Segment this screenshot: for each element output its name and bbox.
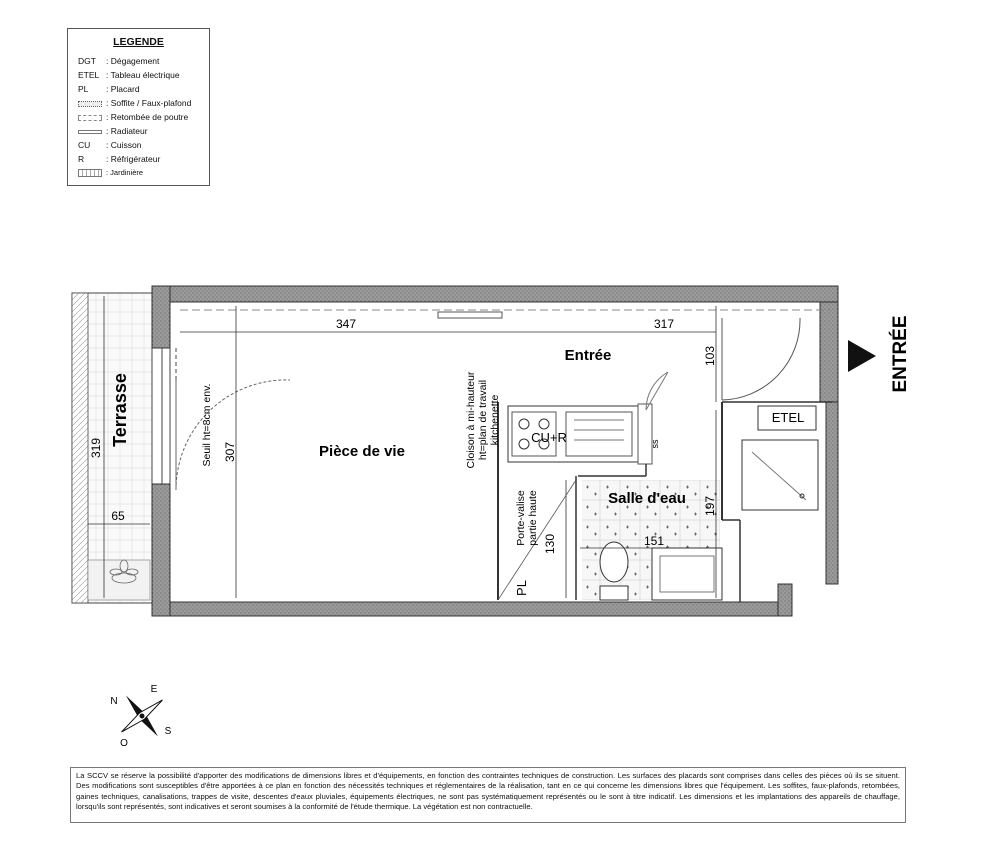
room-label-entry: Entrée xyxy=(564,347,612,364)
dim-cupboard-depth: 130 xyxy=(543,533,557,555)
disclaimer: La SCCV se réserve la possibilité d'apporter des modifications de dimensions libres et d'équipements, en fonction des contraintes techniques de construction. Les surfaces des placards sont comprises dans celles des pièces où ils se situent. Des modifications sont susceptibles d'être apportées à ce plan en fonction des nécessités techniques et réglementaires de la réalisation, tant en ce qui concerne les dimensions libres que l'équipement. Les soffites, faux-plafonds, retombées, gaines techniques, canalisations, trappes de visite, descentes d'eaux pluviales, équipements électriques, ne sont pas systématiquement représentés ou le sont à titre indicatif. Les dimensions et les implantations des appareils de chauffage, lorsqu'ils sont représentés, sont indicatives et seront soumises à la conformité de l'étude thermique. La végétation est non contractuelle. xyxy=(70,767,906,823)
svg-text:ht=plan de travail: ht=plan de travail xyxy=(477,379,489,461)
cupboard-label: PL xyxy=(514,580,529,596)
partition-note xyxy=(465,371,501,468)
legend-item: : Retombée de poutre xyxy=(78,112,188,122)
dim-bath-width: 151 xyxy=(643,534,665,548)
entrance-arrow-icon xyxy=(848,340,876,372)
room-label-living: Pièce de vie xyxy=(319,443,405,460)
entrance-label: ENTRÉE xyxy=(890,315,911,393)
sliding-door-note xyxy=(515,490,539,546)
walls xyxy=(152,286,838,616)
room-label-terrace: Terrasse xyxy=(110,373,130,447)
legend-item: R : Réfrigérateur xyxy=(78,154,161,164)
dim-terrace-width: 65 xyxy=(111,509,125,523)
svg-text:kitchenette: kitchenette xyxy=(489,394,501,446)
legend-item: ETEL : Tableau électrique xyxy=(78,70,180,80)
svg-text:Cloison à mi-hauteur: Cloison à mi-hauteur xyxy=(465,371,477,469)
kitchen-appliance-label: CU+R xyxy=(531,430,567,445)
terrace xyxy=(72,293,152,603)
compass-s: S xyxy=(164,726,172,737)
dim-bath-depth: 197 xyxy=(703,495,717,517)
legend-item: CU : Cuisson xyxy=(78,140,142,150)
interior xyxy=(176,310,832,602)
dim-terrace-depth: 319 xyxy=(89,437,103,459)
legend-item: : Radiateur xyxy=(78,126,148,136)
dim-living-width: 347 xyxy=(335,317,357,331)
legend-title: LEGENDE xyxy=(113,36,164,48)
window xyxy=(152,348,176,484)
dim-entry-depth: 103 xyxy=(703,345,717,367)
svg-text:partie haute: partie haute xyxy=(527,490,539,546)
ss-label: ss xyxy=(650,439,660,449)
legend-item: DGT : Dégagement xyxy=(78,56,160,66)
compass-e: E xyxy=(150,684,158,695)
sill-note: Seuil ht=8cm env. xyxy=(201,383,213,467)
legend-item: PL : Placard xyxy=(78,84,140,94)
svg-text:Porte-valise: Porte-valise xyxy=(515,490,527,546)
compass-o: O xyxy=(120,738,128,749)
room-label-bathroom: Salle d'eau xyxy=(608,490,686,507)
compass-icon xyxy=(106,680,179,753)
dim-entry-width: 317 xyxy=(653,317,675,331)
etel-label: ETEL xyxy=(771,410,805,425)
legend-item: : Soffite / Faux-plafond xyxy=(78,98,191,108)
legend-item: : Jardinière xyxy=(78,168,143,177)
compass-n: N xyxy=(110,696,118,707)
dim-living-depth: 307 xyxy=(223,441,237,463)
